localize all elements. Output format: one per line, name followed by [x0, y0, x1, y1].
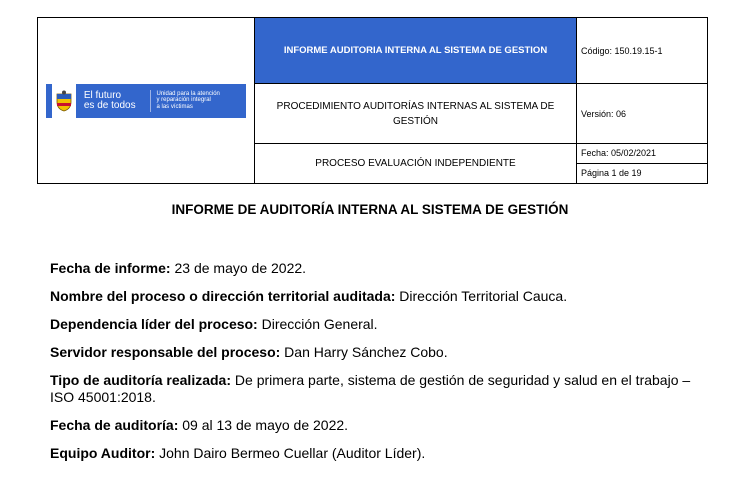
entity-logo: [46, 84, 246, 118]
field-value: Dan Harry Sánchez Cobo.: [280, 344, 448, 360]
document-version: Versión: 06: [577, 84, 708, 144]
field-report-date: [50, 260, 700, 277]
field-value: Dirección General.: [257, 316, 378, 332]
field-lead-dependency: [50, 316, 700, 333]
logo-entity-name: [157, 91, 247, 111]
report-header-title: INFORME AUDITORIA INTERNA AL SISTEMA DE GESTION: [255, 18, 577, 84]
procedure-title: PROCEDIMIENTO AUDITORÍAS INTERNAS AL SISTEMA DE GESTIÓN: [255, 84, 577, 144]
field-audited-process: [50, 288, 700, 305]
field-audit-type: [50, 372, 700, 406]
document-title: INFORME DE AUDITORÍA INTERNA AL SISTEMA DE GESTIÓN: [171, 202, 569, 217]
field-value: 23 de mayo de 2022.: [170, 260, 307, 276]
field-label: Tipo de auditoría realizada:: [50, 372, 232, 388]
report-fields: [50, 260, 700, 473]
document-code: Código: 150.19.15-1: [577, 18, 708, 84]
logo-slogan: [84, 91, 148, 111]
logo-entity-line1: Unidad para la atención: [156, 90, 220, 97]
colombia-seal-icon: [52, 84, 76, 118]
field-value: Dirección Territorial Cauca.: [395, 288, 568, 304]
logo-entity-line2: y reparación integral: [156, 97, 211, 104]
process-title: PROCESO EVALUACIÓN INDEPENDIENTE: [255, 144, 577, 184]
field-label: Fecha de informe:: [50, 260, 171, 276]
page-number: Página 1 de 19: [581, 168, 642, 178]
field-label: Servidor responsable del proceso:: [50, 344, 281, 360]
logo-cell: [38, 18, 255, 184]
field-audit-date: [50, 417, 700, 434]
field-value: John Dairo Bermeo Cuellar (Auditor Líder).: [155, 445, 426, 461]
field-label: Equipo Auditor:: [50, 445, 156, 461]
logo-entity-line3: a las víctimas: [156, 103, 193, 110]
logo-divider: [150, 90, 151, 112]
field-label: Nombre del proceso o dirección territorial auditada:: [50, 288, 396, 304]
document-date: Fecha: 05/02/2021: [577, 144, 707, 164]
field-responsible-officer: [50, 344, 700, 361]
date-page-cell: [577, 144, 708, 184]
document-header-table: [37, 17, 708, 184]
field-label: Dependencia líder del proceso:: [50, 316, 258, 332]
field-value: 09 al 13 de mayo de 2022.: [178, 417, 349, 433]
field-value: De primera parte, sistema de gestión de seguridad y salud en el trabajo – ISO 45001:2018.: [50, 372, 691, 405]
field-label: Fecha de auditoría:: [50, 417, 179, 433]
logo-slogan-line2: es de todos: [83, 99, 136, 111]
logo-slogan-line1: El futuro: [83, 89, 122, 101]
field-audit-team: [50, 445, 700, 462]
